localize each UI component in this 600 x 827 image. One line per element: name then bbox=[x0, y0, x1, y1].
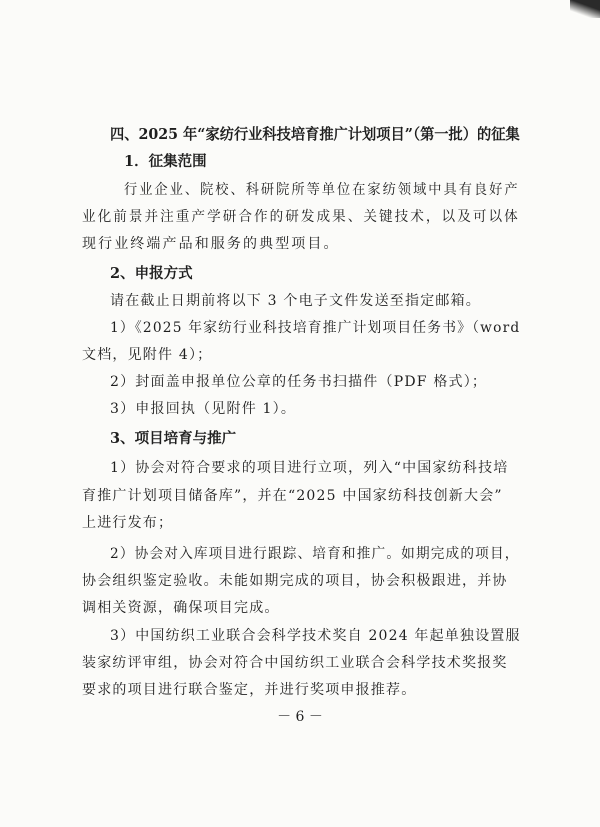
section1-heading: 1．征集范围 bbox=[124, 153, 207, 170]
section2-line: 请在截止日期前将以下 3 个电子文件发送至指定邮箱。 bbox=[110, 293, 482, 309]
section2-line: 1）《2025 年家纺行业科技培育推广计划项目任务书》（word bbox=[110, 320, 521, 336]
section2-line: 文档，见附件 4）； bbox=[82, 347, 213, 363]
section3-line: 3）中国纺织工业联合会科学技术奖自 2024 年起单独设置服 bbox=[110, 628, 521, 644]
section2-heading: 2、申报方式 bbox=[110, 265, 193, 282]
scan-corner-shadow bbox=[570, 0, 600, 18]
section3-line: 要求的项目进行联合鉴定，并进行奖项申报推荐。 bbox=[82, 682, 417, 698]
section3-line: 2）协会对入库项目进行跟踪、培育和推广。如期完成的项目， bbox=[110, 546, 520, 562]
section2-line: 2）封面盖申报单位公章的任务书扫描件（PDF 格式）； bbox=[110, 374, 488, 390]
section1-line: 现行业终端产品和服务的典型项目。 bbox=[82, 236, 340, 252]
section3-heading: 3、项目培育与推广 bbox=[110, 430, 237, 447]
section3-line: 协会组织鉴定验收。未能如期完成的项目，协会积极跟进，并协 bbox=[82, 573, 508, 589]
section1-line: 业化前景并注重产学研合作的研发成果、关键技术，以及可以体 bbox=[82, 209, 520, 225]
section3-line: 装家纺评审组，协会对符合中国纺织工业联合会科学技术奖报奖 bbox=[82, 655, 508, 671]
section3-line: 1）协会对符合要求的项目进行立项，列入“中国家纺科技培 bbox=[110, 460, 509, 476]
section3-line: 育推广计划项目储备库”，并在“2025 中国家纺科技创新大会” bbox=[82, 488, 503, 504]
section3-line: 调相关资源，确保项目完成。 bbox=[82, 600, 280, 616]
page-number: － 6 － bbox=[277, 709, 323, 725]
section3-line: 上进行发布； bbox=[82, 515, 174, 531]
section2-line: 3）申报回执（见附件 1）。 bbox=[110, 401, 297, 417]
section-title: 四、2025 年“家纺行业科技培育推广计划项目”（第一批）的征集 bbox=[110, 125, 520, 143]
section1-line: 行业企业、院校、科研院所等单位在家纺领域中具有良好产 bbox=[124, 182, 520, 198]
